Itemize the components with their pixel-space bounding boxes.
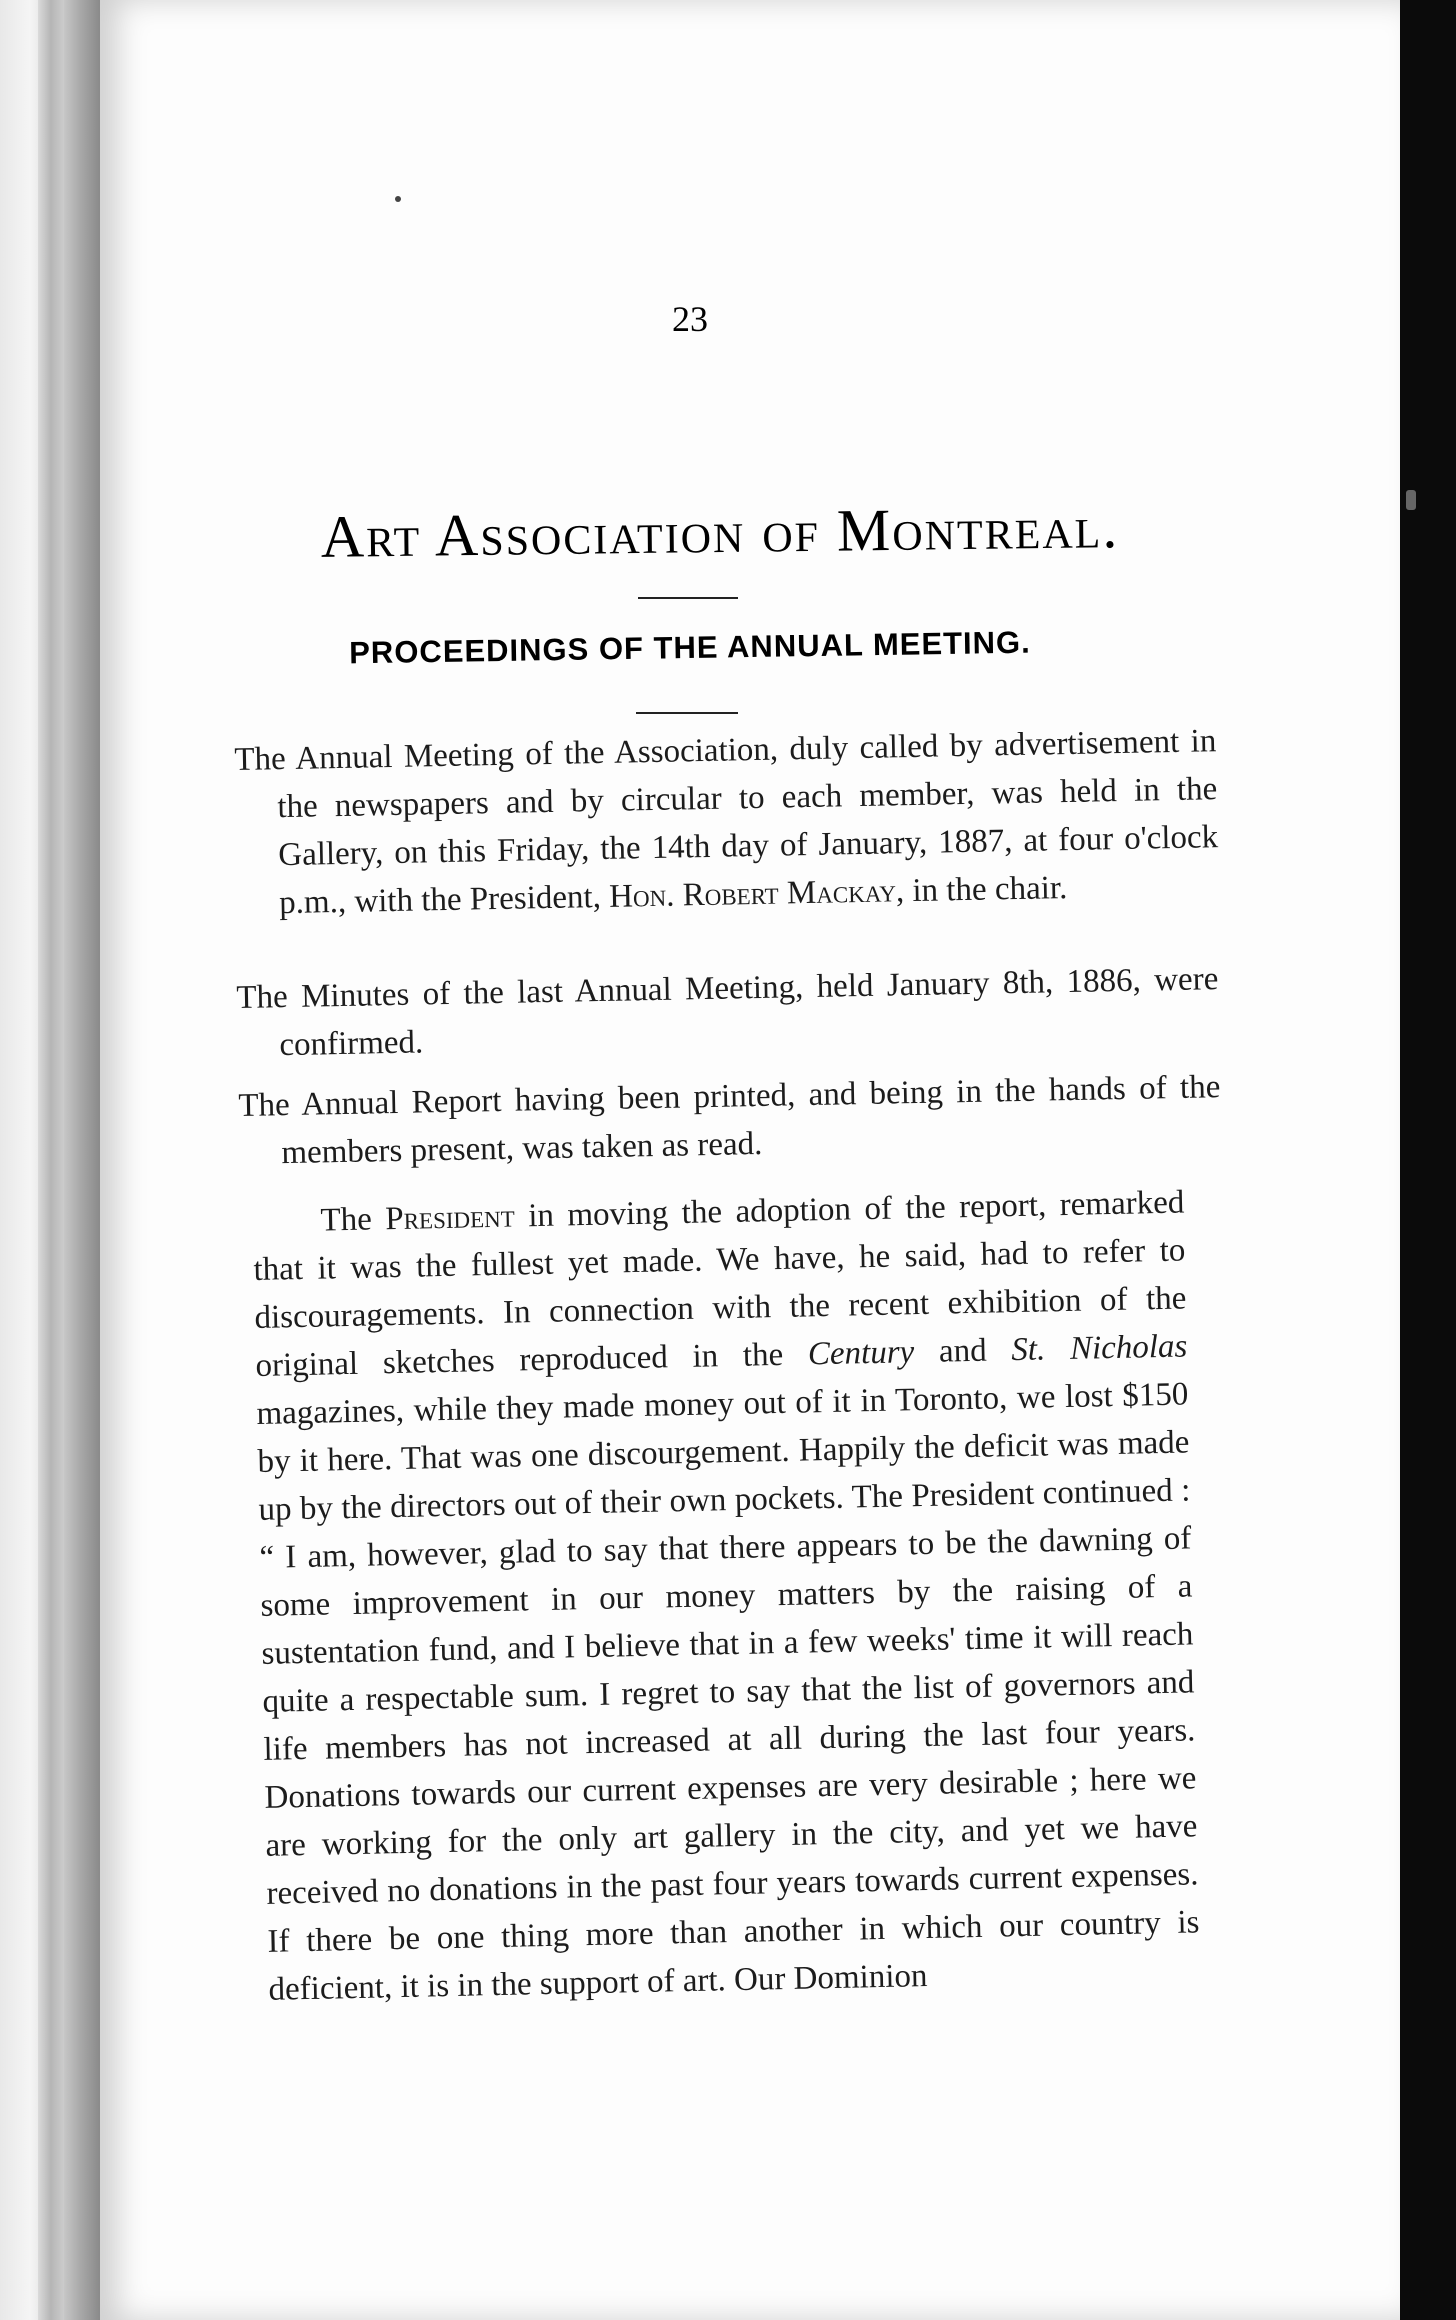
title-divider	[638, 597, 738, 599]
heading-divider	[636, 712, 738, 714]
paragraph-president-remarks	[252, 1178, 1201, 2013]
paragraph-annual-meeting	[234, 717, 1220, 928]
page-gutter	[38, 0, 64, 2320]
paragraph-text: The	[320, 1201, 386, 1239]
facing-page-edge	[0, 0, 100, 2320]
paragraph-text: The Annual Meeting of the Association, duly called by advertisement in the newspapers and by circular to each member, was held in the Gallery, on this Friday, the 14th day of January, 1887, at four o'clock p.m., with the President,	[234, 723, 1219, 922]
scan-mark	[1406, 490, 1416, 510]
paragraph-text: in moving the adoption of the report, remarked that it was the fullest yet made. We have, he said, had to refer to discouragements. In connection with the recent exhibition of the original sketches reproduced in the	[253, 1184, 1187, 1384]
paragraph-text: and	[913, 1332, 1012, 1371]
paragraph-text: magazines, while they made money out of it in Toronto, we lost $150 by it here. That was one discourgement. Happily the deficit was made up by the directors out of their own pockets. The President continued : “ I am, however, glad to say that there appears to be the dawning of some improvement in our money matters by the raising of a sustentation fund, and I believe that in a few weeks' time it will reach quite a respectable sum. I regret to say that the list of governors and life members has not increased at all during the last four years. Donations towards our current expenses are very desirable ; here we are working for the only art gallery in the city, and yet we have received no donations in the past four years towards current expenses. If there be one thing more than another in which our country is deficient, it is in the support of art. Our Dominion	[256, 1376, 1200, 2008]
page-title: Art Association of Montreal.	[320, 494, 1120, 570]
president-name: Hon. Robert Mackay	[608, 873, 897, 915]
page-number: 23	[672, 299, 708, 339]
president-title: President	[384, 1198, 516, 1238]
ink-speck	[395, 196, 401, 202]
scan-margin	[1400, 0, 1456, 2320]
paragraph-annual-report: The Annual Report having been printed, and being in the hands of the members present, was taken as read.	[238, 1069, 1221, 1172]
paragraph-text: , in the chair.	[895, 870, 1068, 910]
magazine-st-nicholas: St. Nicholas	[1010, 1328, 1188, 1369]
section-heading: PROCEEDINGS OF THE ANNUAL MEETING.	[348, 624, 1032, 671]
magazine-century: Century	[807, 1334, 915, 1373]
paragraph-minutes: The Minutes of the last Annual Meeting, held January 8th, 1886, were confirmed.	[236, 961, 1219, 1064]
